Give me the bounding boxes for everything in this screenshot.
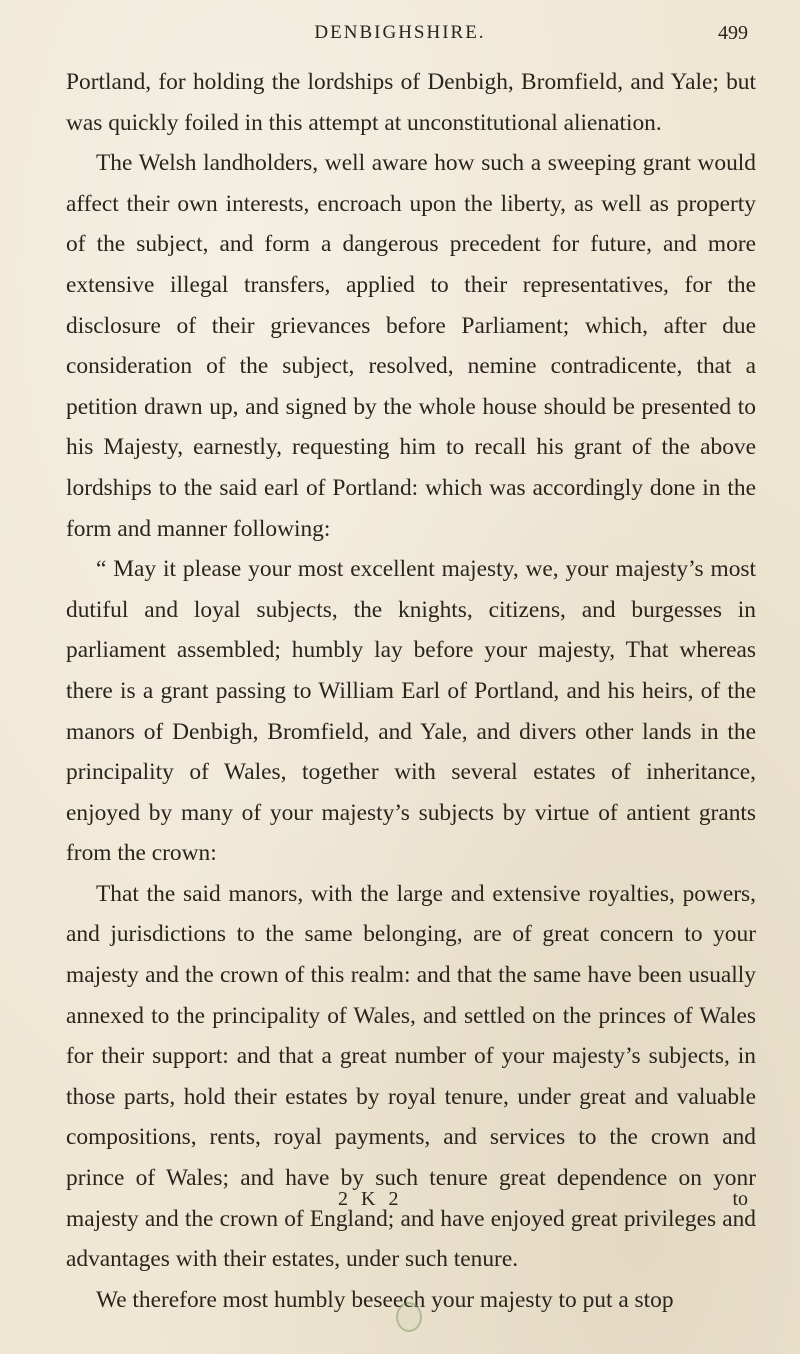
paper-stain [396,1302,422,1332]
paragraph-petition-opening: “ May it please your most excellent majesty, we, your majesty’s most dutiful and loyal subjects, the knights, citizens, and burgesses in parliament assembled; humbly lay before your majesty, That whereas there is a grant passing to William Earl of Portland, and his heirs, of the manors of Denbigh, Bromfield, and Yale, and divers other lands in the principality of Wales, together with several estates of inheritance, enjoyed by many of your majesty’s subjects by virtue of antient grants from the crown: [66,556,756,867]
page-number: 499 [718,22,748,44]
catchword: to [732,1188,748,1210]
running-head-title: DENBIGHSHIRE. [314,22,486,43]
paragraph-beseech: We therefore most humbly beseech your majesty to put a stop [96,1286,674,1313]
paragraph-welsh-landholders: The Welsh landholders, well aware how such a sweeping grant would affect their own interests, encroach upon the liberty, as well as property of the subject, and form a dangerous precedent for future, and more extensive illegal transfers, applied to their representatives, for the disclosure of their grievances before Parliament; which, after due consideration of the subject, resolved, nemine contradicente, that a petition drawn up, and signed by the whole house should be presented to his Majesty, earnestly, requesting him to recall his grant of the above lordships to the said earl of Portland: which was accordingly done in the form and manner following: [66,150,756,542]
paragraph-said-manors: That the said manors, with the large and extensive royalties, powers, and jurisdictions to the same belonging, are of great concern to your majesty and the crown of this realm: and that the same have been usually annexed to the principality of Wales, and settled on the princes of Wales for their support: and that a great number of your majesty’s subjects, in those parts, hold their estates by royal tenure, under great and valuable compositions, rents, royal payments, and services to the crown and prince of Wales; and have by such tenure great dependence on yonr majesty and the crown of England; and have enjoyed great privileges and advantages with their estates, under such tenure. [66,880,756,1273]
paragraph-continuation: Portland, for holding the lordships of Denbigh, Bromfield, and Yale; but was quickly foiled in this attempt at unconstitutional alienation. [66,69,756,136]
body-text [66,62,756,1320]
signature-mark: 2 K 2 [338,1188,403,1210]
running-head [0,22,800,52]
